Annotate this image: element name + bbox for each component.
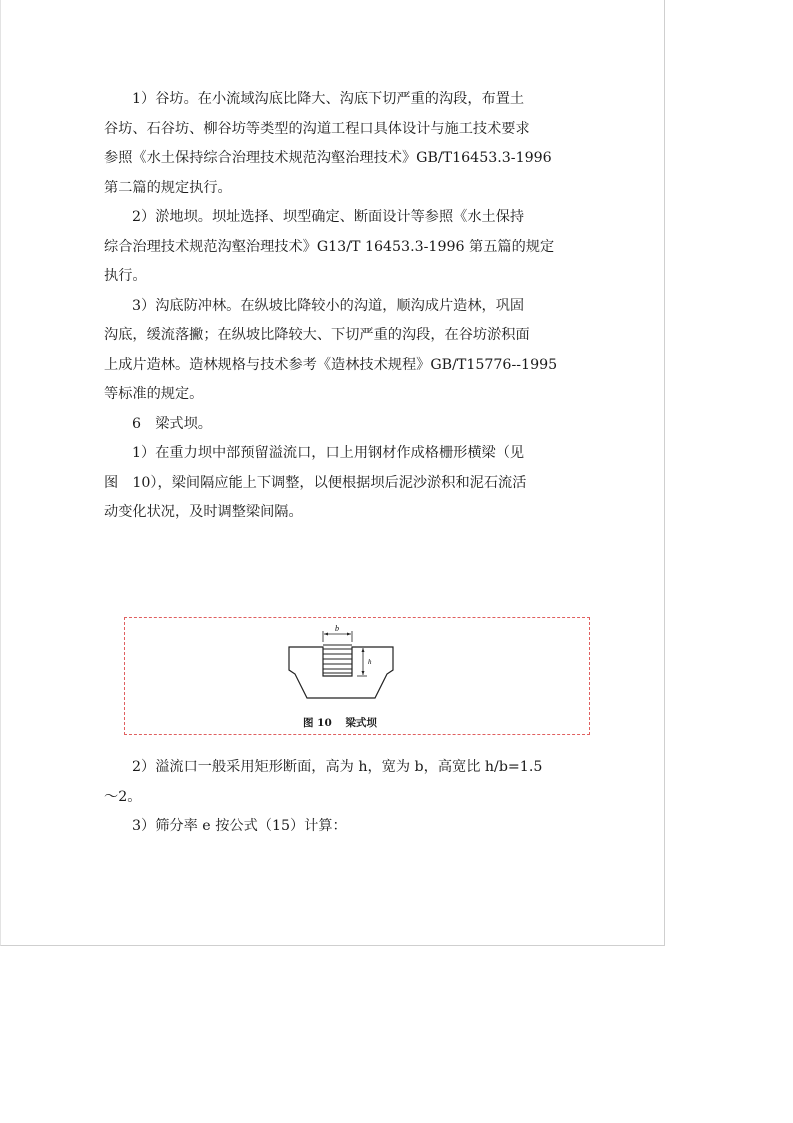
paragraph-rectangular-section: [104, 753, 574, 812]
text-line: 动变化状况，及时调整梁间隔。: [104, 504, 303, 520]
label-h: h: [368, 658, 372, 666]
label-b: b: [335, 624, 339, 633]
text-line: 上成片造林。造林规格与技术参考《造林技术规程》GB/T15776--1995: [104, 356, 558, 373]
paragraph-fangchonglin: [104, 292, 574, 410]
text-line: 3）筛分率 e 按公式（15）计算：: [132, 818, 347, 834]
text-line: 1）在重力坝中部预留溢流口，口上用钢材作成格栅形横梁（见: [132, 445, 525, 461]
text-line: 执行。: [104, 268, 147, 284]
text-line: 第二篇的规定执行。: [104, 179, 232, 196]
paragraph-yudiba: [104, 203, 574, 292]
figure-title: 梁式坝: [345, 717, 377, 729]
text-line: 6 梁式坝。: [132, 415, 212, 432]
text-line: 综合治理技术规范沟壑治理技术》G13/T 16453.3-1996 第五篇的规定: [104, 238, 555, 255]
text-line: 1）谷坊。在小流域沟底比降大、沟底下切严重的沟段，布置土: [132, 91, 525, 107]
text-line: 2）溢流口一般采用矩形断面，高为 h，宽为 b，高宽比 h/b=1.5: [132, 759, 543, 775]
figure-number: 图 10: [303, 717, 332, 729]
body-text: [104, 85, 574, 528]
paragraph-gufang: [104, 85, 574, 203]
text-line: 3）沟底防冲林。在纵坡比降较小的沟道，顺沟成片造林，巩固: [132, 297, 525, 314]
text-line: 2）淤地坝。坝址选择、坝型确定、断面设计等参照《水土保持: [132, 209, 525, 225]
figure-frame: [124, 617, 590, 735]
text-line: 沟底，缓流落撇；在纵坡比降较大、下切严重的沟段，在谷坊淤积面: [104, 327, 530, 343]
text-line: 等标准的规定。: [104, 386, 204, 402]
text-line: 参照《水土保持综合治理技术规范沟壑治理技术》GB/T16453.3-1996: [104, 150, 552, 166]
body-text-lower: [104, 753, 574, 842]
text-line: 谷坊、石谷坊、柳谷坊等类型的沟道工程口具体设计与施工技术要求: [104, 120, 530, 137]
dam-cross-section-diagram: [283, 622, 403, 714]
section-heading-liangshiba: [104, 410, 574, 440]
paragraph-screening-rate: [104, 812, 574, 842]
text-line: ～2。: [104, 788, 142, 805]
paragraph-yiliukou: [104, 439, 574, 528]
text-line: 图 10），梁间隔应能上下调整，以便根据坝后泥沙淤积和泥石流活: [104, 474, 527, 491]
figure-caption: [303, 715, 387, 730]
